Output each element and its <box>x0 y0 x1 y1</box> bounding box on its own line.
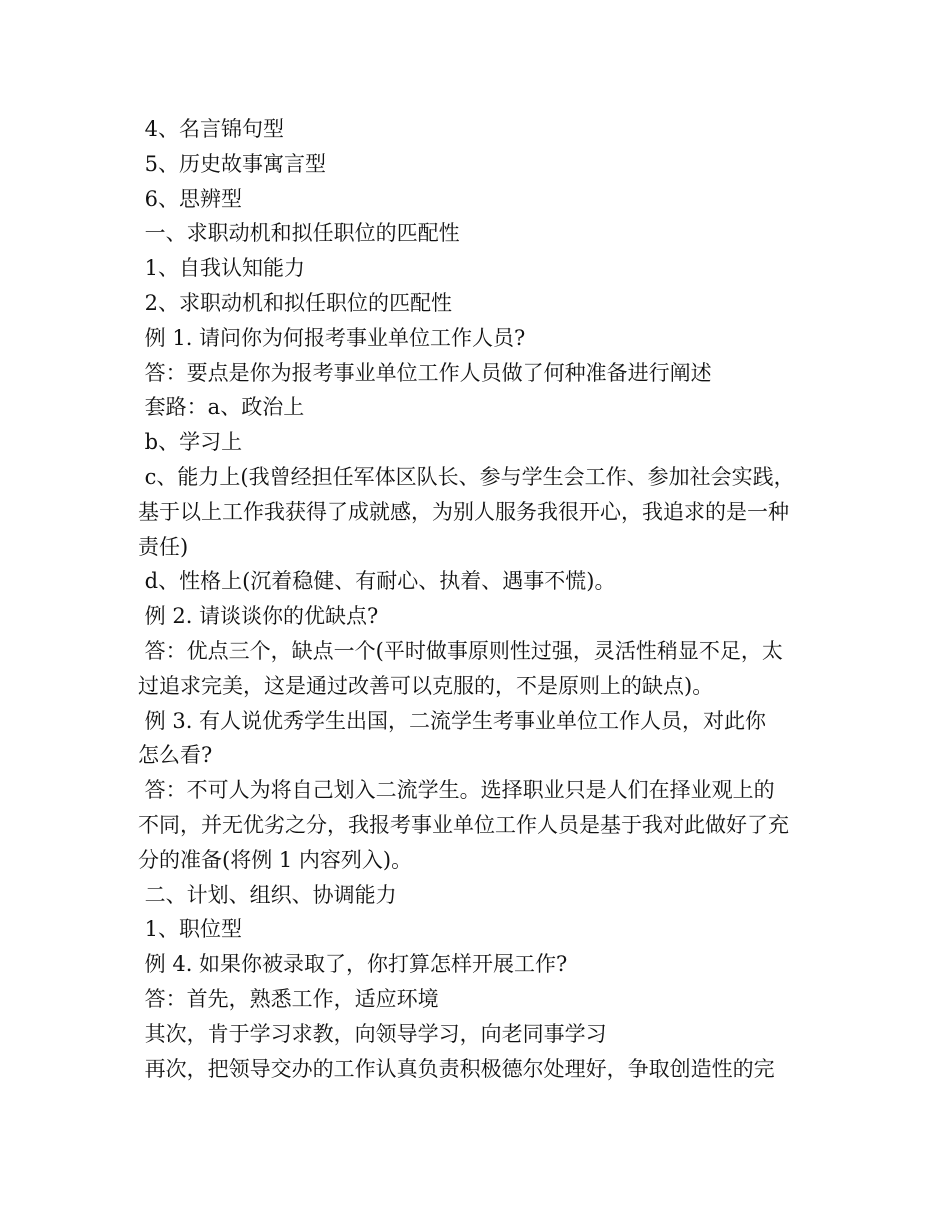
answer-line: 答：首先，熟悉工作，适应环境 <box>138 986 439 1011</box>
text-line: 再次，把领导交办的工作认真负责积极德尔处理好，争取创造性的完 <box>138 1056 775 1081</box>
section-heading: 二、计划、组织、协调能力 <box>138 882 397 907</box>
text-line: 分的准备(将例 1 内容列入)。 <box>138 847 413 872</box>
text-line: 不同，并无优劣之分，我报考事业单位工作人员是基于我对此做好了充 <box>138 812 789 837</box>
text-line: 4、名言锦句型 <box>138 117 285 141</box>
text-line: 1、自我认知能力 <box>138 256 306 281</box>
text-line: 1、职位型 <box>138 917 243 942</box>
example-question: 例 3. 有人说优秀学生出国，二流学生考事业单位工作人员，对此你 <box>138 708 767 733</box>
text-line: d、性格上(沉着稳健、有耐心、执着、遇事不慌)。 <box>138 569 616 594</box>
answer-line: 答：优点三个，缺点一个(平时做事原则性过强，灵活性稍显不足，太 <box>138 638 783 663</box>
document-body <box>138 112 828 1086</box>
section-heading: 一、求职动机和拟任职位的匹配性 <box>138 221 460 246</box>
answer-line: 答：要点是你为报考事业单位工作人员做了何种准备进行阐述 <box>138 360 712 385</box>
text-line: b、学习上 <box>138 430 243 455</box>
text-line: 其次，肯于学习求教，向领导学习，向老同事学习 <box>138 1021 607 1046</box>
example-question: 例 4. 如果你被录取了，你打算怎样开展工作? <box>138 952 568 977</box>
text-line: 5、历史故事寓言型 <box>138 151 327 176</box>
text-line: 过追求完美，这是通过改善可以克服的，不是原则上的缺点)。 <box>138 673 714 698</box>
text-line: 2、求职动机和拟任职位的匹配性 <box>138 290 453 315</box>
text-line: 责任) <box>138 534 189 559</box>
answer-line: 答：不可人为将自己划入二流学生。选择职业只是人们在择业观上的 <box>138 778 775 803</box>
text-line: 6、思辨型 <box>138 186 243 211</box>
text-line: 基于以上工作我获得了成就感，为别人服务我很开心，我追求的是一种 <box>138 499 789 524</box>
text-line: 套路：a、政治上 <box>138 395 305 420</box>
example-question: 例 2. 请谈谈你的优缺点? <box>138 604 379 629</box>
text-line: c、能力上(我曾经担任军体区队长、参与学生会工作、参加社会实践， <box>138 464 795 489</box>
example-question: 例 1. 请问你为何报考事业单位工作人员? <box>138 325 526 350</box>
text-line: 怎么看? <box>138 743 213 768</box>
